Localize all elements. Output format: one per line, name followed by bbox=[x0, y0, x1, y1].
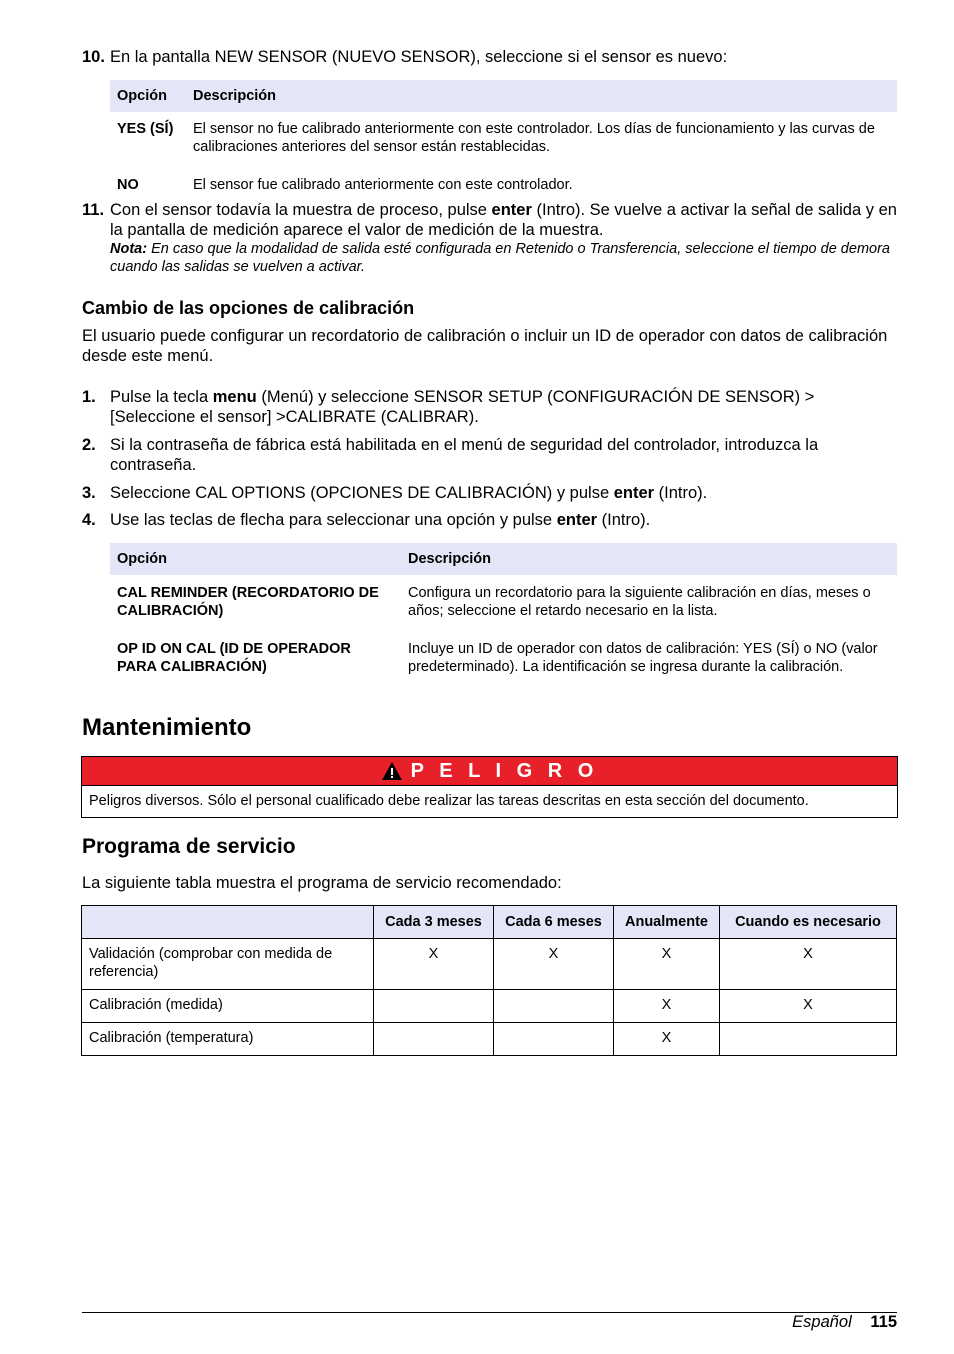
calib-step-1: 1. Pulse la tecla menu (Menú) y seleccione SENSOR SETUP (CONFIGURACIÓN DE SENSOR) > [Seleccione el sensor] >CALIBRATE (CALIBRAR). bbox=[82, 388, 815, 426]
option-key: OP ID ON CAL (ID DE OPERADOR PARA CALIBRACIÓN) bbox=[117, 641, 351, 675]
danger-text: Peligros diversos. Sólo el personal cualificado debe realizar las tareas descritas en esta sección del documento. bbox=[89, 793, 809, 809]
service-schedule-table bbox=[81, 905, 897, 1056]
option-description: Incluye un ID de operador con datos de calibración: YES (SÍ) o NO (valor predeterminado). La identificación se ingresa durante la calibración. bbox=[408, 641, 878, 675]
schedule-cell bbox=[494, 990, 614, 1023]
option-key: YES (SÍ) bbox=[117, 121, 174, 137]
table-row bbox=[82, 990, 897, 1023]
table-header-row bbox=[110, 543, 897, 575]
schedule-cell: X bbox=[720, 939, 897, 990]
page-number: 115 bbox=[870, 1313, 897, 1331]
warning-triangle-icon bbox=[381, 761, 403, 781]
task-cell: Calibración (temperatura) bbox=[82, 1023, 374, 1056]
option-description: Configura un recordatorio para la siguiente calibración en días, meses o años; seleccione el retardo necesario en la lista. bbox=[408, 585, 871, 619]
section-intro: La siguiente tabla muestra el programa de servicio recomendado: bbox=[82, 874, 562, 892]
schedule-cell: X bbox=[374, 939, 494, 990]
note-text: En caso que la modalidad de salida esté configurada en Retenido o Transferencia, seleccione el tiempo de demora cuando las salidas se vuelven a activar. bbox=[110, 241, 890, 275]
step-number: 10. bbox=[82, 48, 105, 66]
section-heading: Cambio de las opciones de calibración bbox=[82, 298, 415, 318]
table-row bbox=[82, 939, 897, 990]
page-title: Mantenimiento bbox=[82, 714, 252, 741]
sensor-option-table bbox=[110, 80, 897, 200]
footer-divider bbox=[82, 1312, 897, 1313]
step-number: 11. bbox=[82, 201, 105, 219]
column-header: Descripción bbox=[401, 543, 897, 575]
option-key: NO bbox=[117, 177, 139, 193]
step-text: Con el sensor todavía la muestra de proceso, pulse enter (Intro). Se vuelve a activar la señal de salida y en la pantalla de medición aparece el valor de medición de la muestra. bbox=[110, 201, 897, 239]
column-header: Opción bbox=[110, 80, 186, 112]
footer bbox=[792, 1313, 897, 1332]
calib-step-3: 3. Seleccione CAL OPTIONS (OPCIONES DE CALIBRACIÓN) y pulse enter (Intro). bbox=[82, 484, 708, 502]
note bbox=[110, 240, 897, 276]
note-label: Nota: bbox=[110, 241, 148, 257]
schedule-cell: X bbox=[614, 939, 720, 990]
footer-language: Español bbox=[792, 1313, 852, 1331]
table-header-row bbox=[82, 906, 897, 939]
danger-box bbox=[81, 756, 898, 818]
task-cell: Validación (comprobar con medida de referencia) bbox=[82, 939, 374, 990]
schedule-cell bbox=[494, 1023, 614, 1056]
schedule-cell bbox=[720, 1023, 897, 1056]
schedule-cell: X bbox=[494, 939, 614, 990]
column-header: Cuando es necesario bbox=[720, 906, 897, 939]
column-header: Anualmente bbox=[614, 906, 720, 939]
step-11 bbox=[82, 200, 897, 276]
option-description: El sensor fue calibrado anteriormente con este controlador. bbox=[193, 177, 573, 193]
option-description: El sensor no fue calibrado anteriormente con este controlador. Los días de funcionamiento y las curvas de calibraciones anteriores del sensor están restablecidas. bbox=[193, 121, 875, 155]
column-header: Cada 6 meses bbox=[494, 906, 614, 939]
table-row bbox=[110, 626, 897, 682]
schedule-cell: X bbox=[614, 1023, 720, 1056]
task-cell: Calibración (medida) bbox=[82, 990, 374, 1023]
column-header: Descripción bbox=[186, 80, 897, 112]
column-header bbox=[82, 906, 374, 939]
column-header: Cada 3 meses bbox=[374, 906, 494, 939]
table-header-row bbox=[110, 80, 897, 112]
table-row bbox=[82, 1023, 897, 1056]
section-heading: Programa de servicio bbox=[82, 835, 296, 858]
calib-step-2: 2. Si la contraseña de fábrica está habilitada en el menú de seguridad del controlador, introduzca la contraseña. bbox=[82, 436, 819, 474]
danger-header bbox=[82, 757, 897, 786]
schedule-cell: X bbox=[720, 990, 897, 1023]
schedule-cell: X bbox=[614, 990, 720, 1023]
step-10 bbox=[82, 47, 897, 67]
step-text: En la pantalla NEW SENSOR (NUEVO SENSOR), seleccione si el sensor es nuevo: bbox=[110, 48, 728, 66]
danger-label: P E L I G R O bbox=[410, 759, 599, 782]
column-header: Opción bbox=[110, 543, 401, 575]
schedule-cell bbox=[374, 990, 494, 1023]
section-intro: El usuario puede configurar un recordatorio de calibración o incluir un ID de operador con datos de calibración desde este menú. bbox=[82, 327, 888, 365]
table-row bbox=[110, 112, 897, 162]
option-key: CAL REMINDER (RECORDATORIO DE CALIBRACIÓN) bbox=[117, 585, 379, 619]
calib-step-4: 4. Use las teclas de flecha para seleccionar una opción y pulse enter (Intro). bbox=[82, 511, 651, 529]
schedule-cell bbox=[374, 1023, 494, 1056]
table-row bbox=[110, 162, 897, 200]
cal-option-table bbox=[110, 543, 897, 682]
table-row bbox=[110, 575, 897, 626]
